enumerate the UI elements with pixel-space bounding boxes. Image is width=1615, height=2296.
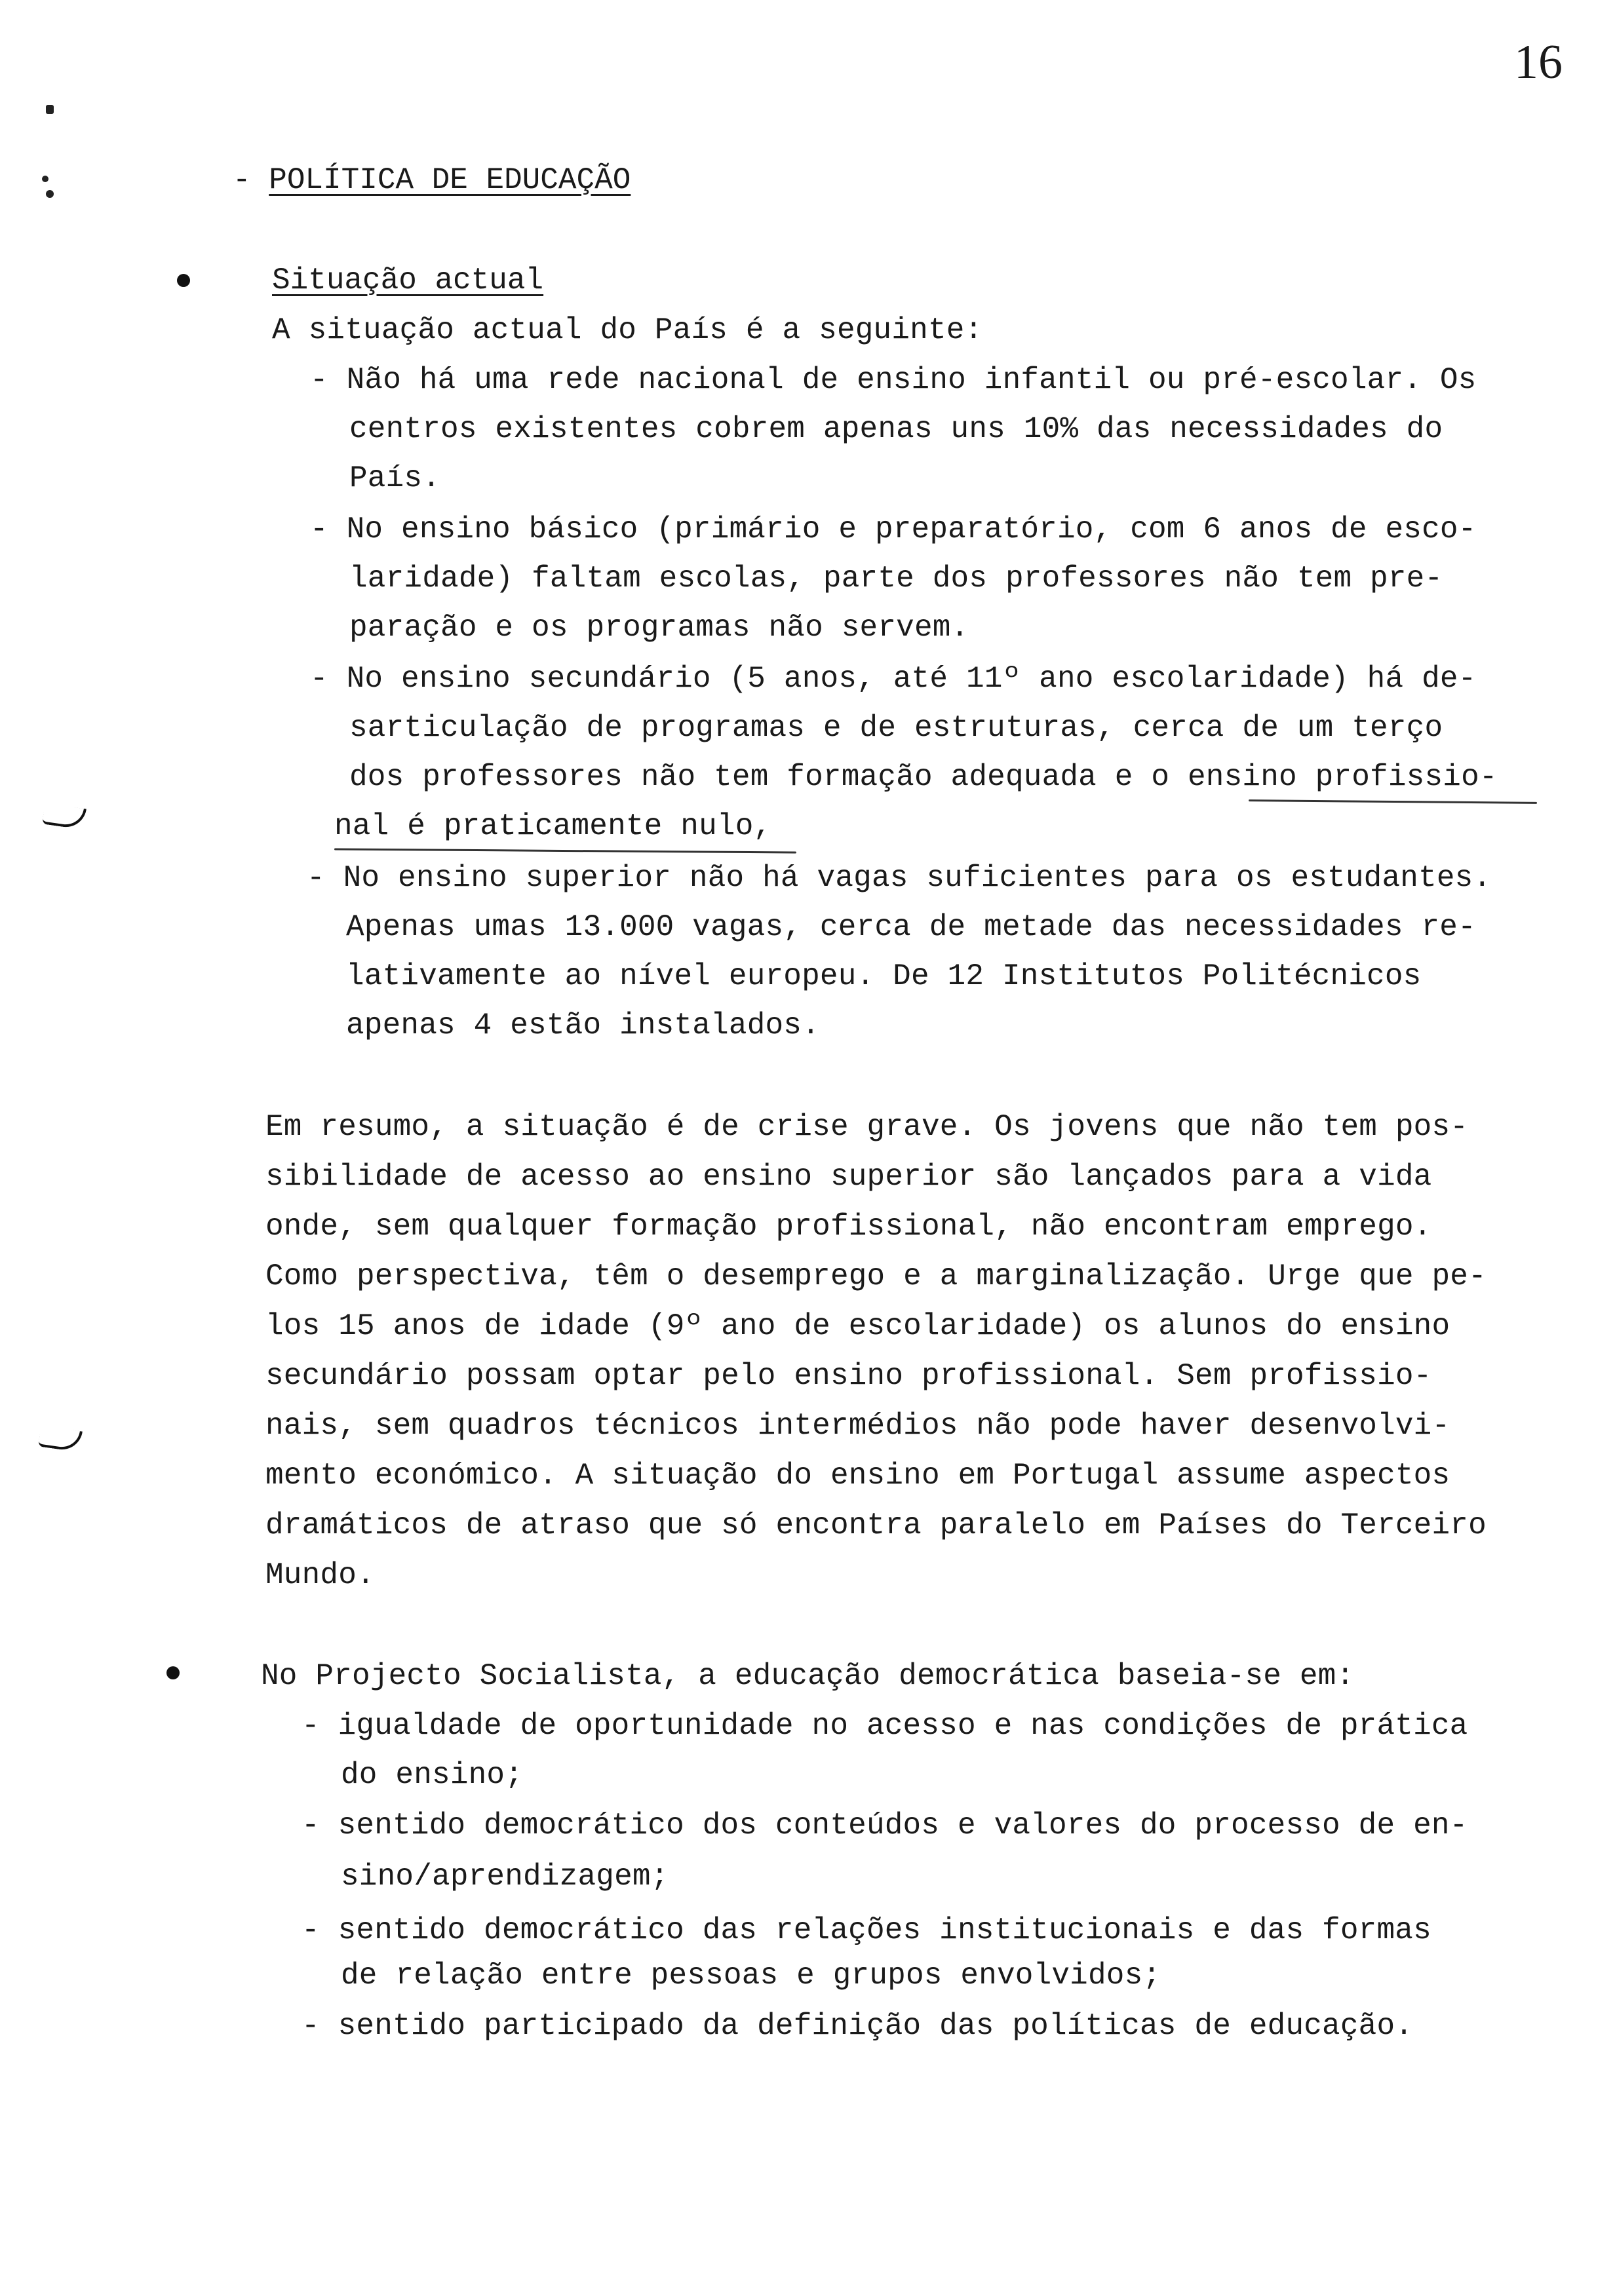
- section-intro: No Projecto Socialista, a educação democrática baseia-se em:: [261, 1659, 1355, 1693]
- summary-line: los 15 anos de idade (9º ano de escolaridade) os alunos do ensino: [265, 1309, 1450, 1343]
- list-item-line: Apenas umas 13.000 vagas, cerca de metade das necessidades re-: [346, 910, 1476, 944]
- list-item-line: País.: [349, 461, 441, 495]
- handwritten-underline: [334, 849, 796, 854]
- list-item-line: - igualdade de oportunidade no acesso e nas condições de prática: [302, 1709, 1468, 1743]
- list-item-line: - Não há uma rede nacional de ensino infantil ou pré-escolar. Os: [310, 363, 1477, 397]
- list-item-line: paração e os programas não servem.: [349, 611, 969, 645]
- heading-prefix: -: [233, 163, 269, 197]
- heading-title: POLÍTICA DE EDUCAÇÃO: [269, 163, 631, 197]
- margin-mark: [46, 190, 54, 198]
- list-item-line: - sentido democrático dos conteúdos e valores do processo de en-: [302, 1808, 1468, 1843]
- list-item-line: - sentido participado da definição das políticas de educação.: [302, 2009, 1414, 2043]
- list-item-line: laridade) faltam escolas, parte dos professores não tem pre-: [349, 562, 1443, 596]
- list-item-line: de relação entre pessoas e grupos envolvidos;: [341, 1959, 1161, 1993]
- list-item-line: - No ensino secundário (5 anos, até 11º ano escolaridade) há de-: [310, 662, 1477, 696]
- section-intro: A situação actual do País é a seguinte:: [272, 313, 983, 347]
- summary-line: Em resumo, a situação é de crise grave. Os jovens que não tem pos-: [265, 1110, 1469, 1144]
- summary-line: onde, sem qualquer formação profissional, não encontram emprego.: [265, 1210, 1432, 1244]
- list-item-line: apenas 4 estão instalados.: [346, 1008, 820, 1043]
- margin-curve-mark: [38, 1426, 83, 1453]
- summary-line: nais, sem quadros técnicos intermédios não pode haver desenvolvi-: [265, 1409, 1450, 1443]
- summary-line: Mundo.: [265, 1558, 375, 1592]
- list-item-line: - sentido democrático das relações institucionais e das formas: [302, 1913, 1431, 1947]
- section-heading: [233, 161, 631, 200]
- page-number: 16: [1514, 35, 1563, 89]
- summary-line: Como perspectiva, têm o desemprego e a marginalização. Urge que pe-: [265, 1259, 1487, 1293]
- handwritten-underline: [1249, 799, 1537, 804]
- list-item-line: do ensino;: [341, 1758, 524, 1792]
- summary-line: dramáticos de atraso que só encontra paralelo em Países do Terceiro: [265, 1508, 1487, 1542]
- summary-line: sibilidade de acesso ao ensino superior são lançados para a vida: [265, 1160, 1432, 1194]
- list-item-line: - No ensino superior não há vagas suficientes para os estudantes.: [307, 861, 1492, 895]
- margin-mark: [46, 105, 54, 114]
- summary-line: secundário possam optar pelo ensino profissional. Sem profissio-: [265, 1359, 1432, 1393]
- list-item-line: centros existentes cobrem apenas uns 10% das necessidades do: [349, 412, 1443, 446]
- bullet-icon: [177, 274, 190, 287]
- list-item-line: lativamente ao nível europeu. De 12 Institutos Politécnicos: [346, 959, 1422, 993]
- list-item-line: dos professores não tem formação adequada e o ensino profissio-: [349, 760, 1498, 794]
- margin-mark: [42, 176, 49, 182]
- list-item-line: - No ensino básico (primário e preparatório, com 6 anos de esco-: [310, 512, 1477, 546]
- list-item-line: sarticulação de programas e de estruturas, cerca de um terço: [349, 711, 1443, 745]
- list-item-line: nal é praticamente nulo,: [334, 809, 772, 843]
- summary-line: mento económico. A situação do ensino em Portugal assume aspectos: [265, 1459, 1450, 1493]
- list-item-line: sino/aprendizagem;: [341, 1860, 669, 1894]
- bullet-icon: [166, 1666, 180, 1679]
- subsection-title: Situação actual: [272, 263, 544, 297]
- margin-curve-mark: [42, 803, 87, 830]
